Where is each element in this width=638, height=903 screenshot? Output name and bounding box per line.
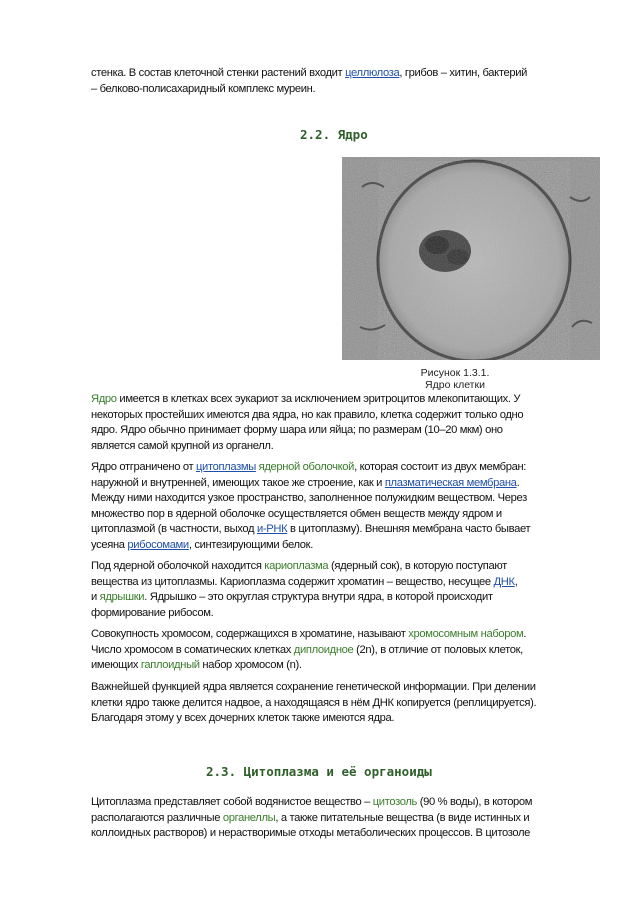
text: Ядро отграничено от: [91, 461, 196, 473]
text: Совокупность хромосом, содержащихся в хроматине, называют: [91, 628, 409, 640]
paragraph-genetic-info: [91, 680, 597, 727]
term-nucleus[interactable]: Ядро: [91, 393, 117, 405]
text: Число хромосом в соматических клетках: [91, 643, 294, 656]
text-line: коллоидных растворов) и нерастворимые отходы метаболических процессов. В цитозоле: [91, 827, 531, 839]
nucleus-micrograph: [342, 157, 600, 360]
text: , которая состоит из двух мембран:: [354, 461, 527, 473]
term-cytosol: цитозоль: [372, 796, 418, 808]
text-line: Важнейшей функцией ядра является сохранение генетической информации. При делении: [91, 681, 536, 693]
text: набор хромосом (n).: [199, 659, 302, 671]
text: в цитоплазму). Внешняя мембрана часто бывает: [287, 523, 531, 535]
link-cellulose[interactable]: целлюлоза: [345, 67, 400, 79]
text-line: является самой крупной из органелл.: [91, 439, 274, 452]
text-line: [91, 476, 597, 492]
text: имеется в клетках всех эукариот за исключением эритроцитов млекопитающих. У: [116, 393, 521, 405]
text-line: множество пор в ядерной оболочке осуществляется обмен веществ между ядром и: [91, 507, 502, 520]
text-line: некоторых простейших имеются два ядра, но как правило, клетка содержит только одно: [91, 408, 524, 421]
text-line: [91, 811, 597, 827]
text-line: [91, 460, 597, 476]
text-line: [91, 590, 597, 606]
text-line: Между ними находится узкое пространство, заполненное полужидким веществом. Через: [91, 492, 527, 504]
link-ribosomes[interactable]: рибосомами: [127, 538, 189, 551]
text-line: [91, 559, 597, 575]
text-line: [91, 522, 597, 538]
text-line: [91, 627, 597, 643]
text-line: [91, 66, 597, 82]
text-line: [91, 795, 597, 811]
text: Под ядерной оболочкой находится: [91, 560, 265, 572]
text: располагаются различные: [91, 811, 223, 824]
text: , а также питательные вещества (в виде истинных и: [275, 811, 530, 824]
term-chromosome-set: хромосомным набором: [408, 628, 524, 640]
term-nucleoli: ядрышки: [99, 591, 145, 603]
term-nuclear-envelope: ядерной оболочкой: [255, 461, 355, 473]
text: , грибов – хитин, бактерий: [399, 67, 528, 79]
text-line: [91, 538, 597, 554]
text: (2n), в отличие от половых клеток,: [353, 643, 523, 656]
text-line: клетки ядро также делится надвое, а находящаяся в нём ДНК копируется (реплицируется).: [91, 696, 537, 709]
micrograph-image: [342, 157, 600, 360]
term-organelles: органеллы: [222, 811, 276, 824]
text: стенка. В состав клеточной стенки растений входит: [91, 67, 346, 79]
paragraph-karyoplasm: [91, 559, 597, 621]
term-diploid: диплоидное: [293, 643, 354, 656]
text-line: Благодаря этому у всех дочерних клеток также имеются ядра.: [91, 712, 395, 724]
figure-caption: [400, 367, 510, 391]
text-line: [91, 575, 597, 591]
link-dna[interactable]: ДНК: [493, 575, 515, 588]
term-haploid: гаплоидный: [140, 659, 200, 671]
term-karyoplasm: кариоплазма: [264, 560, 329, 572]
text: . Ядрышко – это округлая структура внутри ядра, в которой происходит: [144, 591, 493, 603]
paragraph-cytoplasm: [91, 795, 597, 842]
link-plasma-membrane[interactable]: плазматическая мембрана: [384, 476, 517, 489]
paragraph-nucleus-intro: [91, 392, 597, 454]
caption-number: Рисунок 1.3.1.: [420, 367, 490, 379]
text: имеющих: [91, 659, 141, 671]
paragraph-nuclear-envelope: [91, 460, 597, 553]
text-line: [91, 658, 597, 674]
heading-nucleus: 2.2. Ядро: [300, 127, 368, 142]
text-line: – белково-полисахаридный комплекс муреин.: [91, 82, 316, 95]
text: и: [91, 591, 100, 603]
link-mrna[interactable]: и-РНК: [256, 523, 288, 535]
text: .: [523, 628, 527, 640]
text: .: [516, 476, 520, 489]
link-cytoplasm[interactable]: цитоплазмы: [195, 461, 256, 473]
text: усеяна: [91, 538, 128, 551]
paragraph-chromosome-set: [91, 627, 597, 674]
text: ,: [514, 575, 518, 588]
text: цитоплазмой (в частности, выход: [91, 523, 257, 535]
text-line: [91, 643, 597, 659]
paragraph-cell-wall: [91, 66, 597, 97]
caption-title: Ядро клетки: [425, 379, 485, 391]
text-line: [91, 392, 597, 408]
text: , синтезирующими белок.: [188, 538, 313, 551]
heading-cytoplasm: 2.3. Цитоплазма и её органоиды: [206, 764, 432, 779]
nucleolus: [419, 230, 471, 272]
text: вещества из цитоплазмы. Кариоплазма содержит хроматин – вещество, несущее: [91, 575, 494, 588]
text: Цитоплазма представляет собой водянистое вещество –: [91, 796, 373, 808]
text-line: ядро. Ядро обычно принимает форму шара или яйца; по размерам (10–20 мкм) оно: [91, 424, 503, 436]
text: (90 % воды), в котором: [417, 796, 533, 808]
text: наружной и внутренней, имеющих такое же строение, как и: [91, 476, 385, 489]
text-line: формирование рибосом.: [91, 606, 214, 619]
text: (ядерный сок), в которую поступают: [328, 560, 507, 572]
